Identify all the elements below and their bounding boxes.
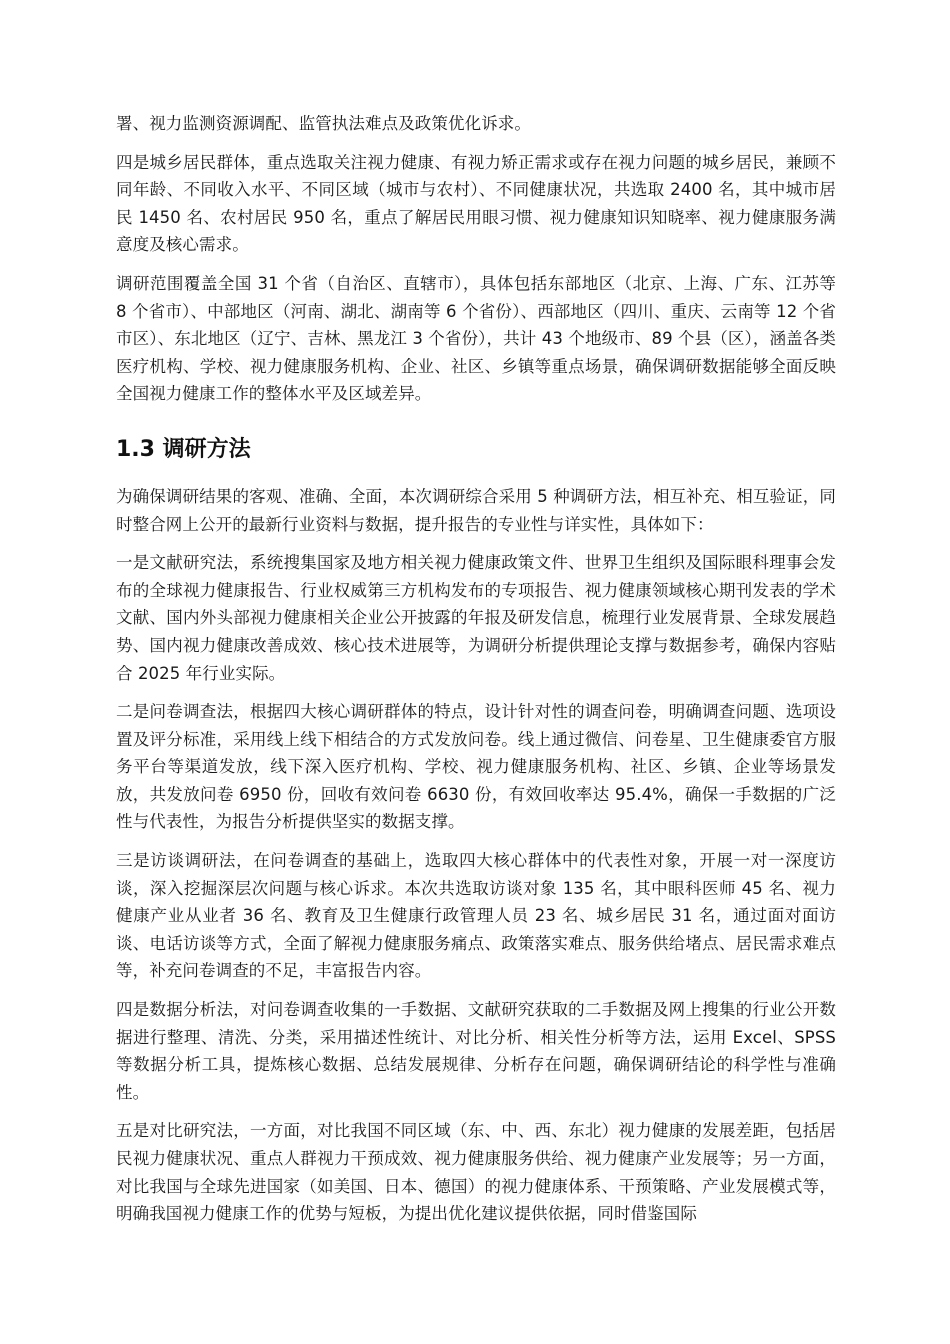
paragraph-comparative-research: 五是对比研究法，一方面，对比我国不同区域（东、中、西、东北）视力健康的发展差距，包括居民视力健康状况、重点人群视力干预成效、视力健康服务供给、视力健康产业发展等；另一方面，对比我国与全球先进国家（如美国、日本、德国）的视力健康体系、干预策略、产业发展模式等，明确我国视力健康工作的优势与短板，为提出优化建议提供依据，同时借鉴国际 <box>116 1121 836 1224</box>
paragraph-regulatory-continuation: 署、视力监测资源调配、监管执法难点及政策优化诉求。 <box>116 114 531 133</box>
paragraph-literature-research: 一是文献研究法，系统搜集国家及地方相关视力健康政策文件、世界卫生组织及国际眼科理事会发布的全球视力健康报告、行业权威第三方机构发布的专项报告、视力健康领域核心期刊发表的学术文献、国内外头部视力健康相关企业公开披露的年报及研发信息，梳理行业发展背景、全球发展趋势、国内视力健康改善成效、核心技术进展等，为调研分析提供理论支撑与数据参考，确保内容贴合 2025 年行业实际。 <box>116 553 836 683</box>
paragraph-data-analysis: 四是数据分析法，对问卷调查收集的一手数据、文献研究获取的二手数据及网上搜集的行业公开数据进行整理、清洗、分类，采用描述性统计、对比分析、相关性分析等方法，运用 Excel、SPSS 等数据分析工具，提炼核心数据、总结发展规律、分析存在问题，确保调研结论的科学性与准确性。 <box>116 1000 836 1102</box>
paragraph-research-scope: 调研范围覆盖全国 31 个省（自治区、直辖市），具体包括东部地区（北京、上海、广东、江苏等 8 个省市）、中部地区（河南、湖北、湖南等 6 个省份）、西部地区（四川、重庆、云南等 12 个省市区）、东北地区（辽宁、吉林、黑龙江 3 个省份），共计 43 个地级市、89 个县（区），涵盖各类医疗机构、学校、视力健康服务机构、企业、社区、乡镇等重点场景，确保调研数据能够全面反映全国视力健康工作的整体水平及区域差异。 <box>116 273 836 404</box>
paragraph-interview-research: 三是访谈调研法，在问卷调查的基础上，选取四大核心群体中的代表性对象，开展一对一深度访谈，深入挖掘深层次问题与核心诉求。本次共选取访谈对象 135 名，其中眼科医师 45 名、视力健康产业从业者 36 名、教育及卫生健康行政管理人员 23 名、城乡居民 31 名，通过面对面访谈、电话访谈等方式，全面了解视力健康服务痛点、政策落实难点、服务供给堵点、居民需求难点等，补充问卷调查的不足，丰富报告内容。 <box>116 851 836 981</box>
paragraph-methods-intro: 为确保调研结果的客观、准确、全面，本次调研综合采用 5 种调研方法，相互补充、相互验证，同时整合网上公开的最新行业资料与数据，提升报告的专业性与详实性，具体如下： <box>116 486 836 534</box>
paragraph-questionnaire-survey: 二是问卷调查法，根据四大核心调研群体的特点，设计针对性的调查问卷，明确调查问题、选项设置及评分标准，采用线上线下相结合的方式发放问卷。线上通过微信、问卷星、卫生健康委官方服务平台等渠道发放，线下深入医疗机构、学校、视力健康服务机构、社区、乡镇、企业等场景发放，共发放问卷 6950 份，回收有效问卷 6630 份，有效回收率达 95.4%，确保一手数据的广泛性与代表性，为报告分析提供坚实的数据支撑。 <box>116 702 836 832</box>
section-heading-research-methods: 1.3 调研方法 <box>116 436 251 462</box>
document-page <box>116 110 836 1239</box>
paragraph-urban-rural-residents: 四是城乡居民群体，重点选取关注视力健康、有视力矫正需求或存在视力问题的城乡居民，兼顾不同年龄、不同收入水平、不同区域（城市与农村）、不同健康状况，共选取 2400 名，其中城市居民 1450 名、农村居民 950 名，重点了解居民用眼习惯、视力健康知识知晓率、视力健康服务满意度及核心需求。 <box>116 152 836 255</box>
